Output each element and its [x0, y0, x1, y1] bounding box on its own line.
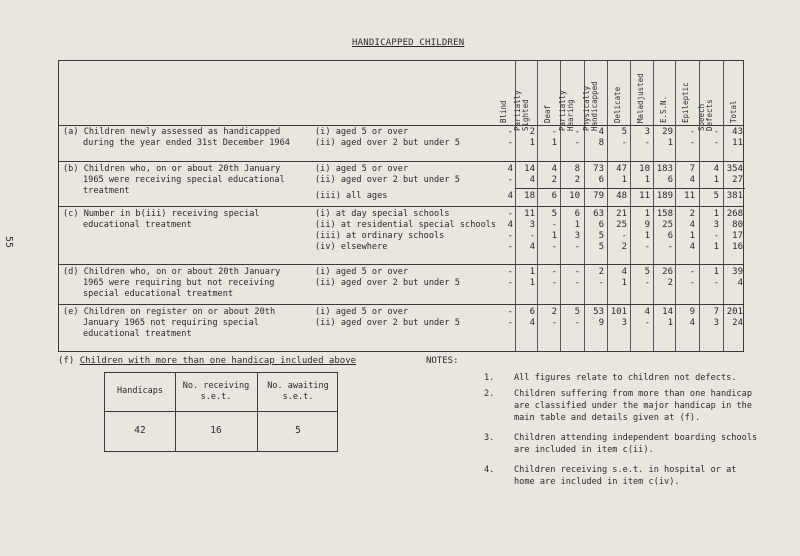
column-header: Delicate	[613, 86, 622, 123]
table-cell: 2	[621, 242, 627, 252]
divider	[105, 411, 337, 412]
table-cell: 9	[598, 318, 604, 328]
row-sub-label: (iii) all ages	[315, 191, 388, 201]
table-cell: -	[713, 231, 719, 241]
table-cell: -	[689, 267, 695, 277]
table-cell: -	[621, 231, 627, 241]
section-label	[63, 127, 290, 149]
multi-handicap-table	[104, 372, 338, 452]
table-cell: -	[507, 278, 513, 288]
table-cell: -	[667, 242, 673, 252]
table-cell: 2	[574, 175, 580, 185]
subtotal-divider	[515, 188, 745, 189]
column-header: Epileptic	[681, 82, 690, 123]
table-cell: 4	[598, 127, 604, 137]
row-sub-label: (i) aged 5 or over	[315, 307, 409, 317]
table-cell: 6	[551, 191, 557, 201]
table-cell: 5	[574, 307, 580, 317]
table-cell: 1	[529, 138, 535, 148]
page-number: 55	[3, 236, 14, 249]
table-cell: 39	[732, 267, 743, 277]
table-cell: 101	[610, 307, 627, 317]
table-cell: -	[621, 138, 627, 148]
table-cell: -	[644, 242, 650, 252]
table-cell: -	[551, 242, 557, 252]
table-cell: 27	[732, 175, 743, 185]
row-sub-label: (iii) at ordinary schools	[315, 231, 445, 241]
note-text	[514, 432, 757, 456]
table-cell: -	[689, 127, 695, 137]
section-divider	[59, 304, 743, 305]
table-cell: 3	[621, 318, 627, 328]
header-no-awaiting-line2: s.e.t.	[282, 392, 314, 402]
table-cell: -	[551, 127, 557, 137]
column-header: Partially Hearing	[558, 90, 575, 131]
table-cell: -	[507, 231, 513, 241]
table-cell: 2	[551, 175, 557, 185]
table-cell: 9	[644, 220, 650, 230]
table-cell: 6	[574, 209, 580, 219]
row-sub-label: (i) aged 5 or over	[315, 267, 409, 277]
note-line: Children receiving s.e.t. in hospital or at	[514, 465, 737, 475]
table-cell: -	[689, 138, 695, 148]
table-cell: 6	[598, 175, 604, 185]
section-label-line: treatment	[83, 186, 130, 196]
section-label-line: 1965 were requiring but not receiving	[83, 278, 275, 288]
table-cell: 268	[726, 209, 743, 219]
row-sub-label: (iv) elsewhere	[315, 242, 388, 252]
value-no-receiving: 16	[210, 425, 222, 436]
table-cell: 4	[621, 267, 627, 277]
table-cell: 1	[713, 242, 719, 252]
column-header: Maladjusted	[636, 73, 645, 123]
table-cell: -	[551, 318, 557, 328]
table-cell: 5	[551, 209, 557, 219]
header-no-receiving	[175, 381, 257, 403]
note-text	[514, 464, 736, 488]
table-cell: 4	[529, 175, 535, 185]
table-cell: 4	[689, 220, 695, 230]
table-cell: 1	[621, 175, 627, 185]
section-label	[63, 209, 260, 231]
table-cell: -	[507, 127, 513, 137]
table-cell: 3	[529, 220, 535, 230]
table-cell: -	[598, 278, 604, 288]
page-title: HANDICAPPED CHILDREN	[352, 38, 465, 48]
table-cell: 1	[667, 138, 673, 148]
table-cell: 1	[644, 209, 650, 219]
table-cell: 3	[644, 127, 650, 137]
header-no-receiving-line2: s.e.t.	[200, 392, 232, 402]
table-cell: 4	[507, 191, 513, 201]
table-cell: 1	[713, 267, 719, 277]
table-cell: 6	[529, 307, 535, 317]
table-cell: -	[507, 242, 513, 252]
section-label-line: (b) Children who, on or about 20th January	[63, 164, 281, 174]
table-cell: 1	[574, 220, 580, 230]
note-line: Children attending independent boarding schools	[514, 433, 758, 443]
column-header: Speech Defects	[697, 99, 714, 131]
note-number: 4.	[484, 465, 495, 475]
table-cell: 4	[689, 242, 695, 252]
section-label-line: (d) Children who, on or about 20th January	[63, 267, 281, 277]
note-line: are included in item c(ii).	[514, 445, 654, 455]
table-cell: -	[551, 278, 557, 288]
table-cell: 47	[616, 164, 627, 174]
section-label-line: educational treatment	[83, 329, 192, 339]
table-cell: 4	[529, 318, 535, 328]
table-cell: 189	[656, 191, 673, 201]
table-cell: 11	[684, 191, 695, 201]
table-cell: 18	[524, 191, 535, 201]
table-cell: 14	[662, 307, 673, 317]
section-label-line: January 1965 not requiring special	[83, 318, 259, 328]
table-cell: 8	[598, 138, 604, 148]
table-cell: 2	[598, 267, 604, 277]
table-cell: -	[551, 267, 557, 277]
table-cell: 1	[644, 175, 650, 185]
header-divider	[59, 125, 743, 126]
table-cell: 6	[667, 231, 673, 241]
section-label-line: special educational treatment	[83, 289, 234, 299]
note-text	[514, 388, 752, 424]
table-cell: 1	[667, 318, 673, 328]
section-label	[63, 307, 275, 340]
section-label-line: during the year ended 31st December 1964	[83, 138, 290, 148]
table-cell: 43	[732, 127, 743, 137]
table-cell: -	[574, 267, 580, 277]
table-cell: 11	[639, 191, 650, 201]
table-cell: 6	[598, 220, 604, 230]
table-cell: 1	[713, 209, 719, 219]
table-cell: 10	[639, 164, 650, 174]
table-cell: 158	[656, 209, 673, 219]
table-cell: -	[713, 127, 719, 137]
row-sub-label: (ii) aged over 2 but under 5	[315, 175, 460, 185]
handicapped-children-table	[58, 60, 744, 352]
table-cell: 53	[593, 307, 604, 317]
table-cell: -	[507, 138, 513, 148]
multi-handicap-prefix: (f)	[58, 356, 75, 366]
multi-handicap-title-text: Children with more than one handicap included above	[79, 356, 357, 366]
table-cell: -	[574, 318, 580, 328]
table-cell: 10	[569, 191, 580, 201]
table-cell: 5	[621, 127, 627, 137]
column-header: Deaf	[543, 104, 552, 123]
table-cell: 1	[713, 175, 719, 185]
table-cell: 79	[593, 191, 604, 201]
table-cell: 1	[551, 138, 557, 148]
table-cell: 5	[598, 231, 604, 241]
table-cell: 4	[507, 220, 513, 230]
table-cell: 21	[616, 209, 627, 219]
table-cell: 3	[574, 231, 580, 241]
table-cell: 1	[551, 231, 557, 241]
note-line: are classified under the major handicap in the	[514, 401, 752, 411]
table-cell: -	[644, 278, 650, 288]
table-cell: 354	[726, 164, 743, 174]
column-header: Total	[729, 100, 738, 123]
table-cell: 183	[656, 164, 673, 174]
table-cell: 1	[689, 231, 695, 241]
table-cell: 6	[667, 175, 673, 185]
table-cell: 2	[529, 127, 535, 137]
row-sub-label: (ii) aged over 2 but under 5	[315, 138, 460, 148]
table-cell: 7	[689, 164, 695, 174]
table-cell: 1	[621, 278, 627, 288]
value-no-awaiting: 5	[295, 425, 301, 436]
notes-heading: NOTES:	[426, 356, 459, 366]
row-sub-label: (i) at day special schools	[315, 209, 450, 219]
table-cell: 201	[726, 307, 743, 317]
header-no-awaiting-line1: No. awaiting	[267, 381, 329, 391]
table-cell: 73	[593, 164, 604, 174]
note-line: main table and details given at (f).	[514, 413, 701, 423]
table-cell: -	[507, 307, 513, 317]
table-cell: -	[713, 138, 719, 148]
section-label	[63, 267, 280, 300]
header-no-receiving-line1: No. receiving	[182, 381, 250, 391]
note-number: 2.	[484, 389, 495, 399]
section-label	[63, 164, 285, 197]
table-cell: -	[689, 278, 695, 288]
table-cell: 11	[732, 138, 743, 148]
table-cell: 7	[713, 307, 719, 317]
row-sub-label: (i) aged 5 or over	[315, 164, 409, 174]
value-handicaps: 42	[134, 425, 146, 436]
column-header: Blind	[499, 100, 508, 123]
table-cell: 2	[551, 307, 557, 317]
table-cell: 29	[662, 127, 673, 137]
section-divider	[59, 264, 743, 265]
note-line: Children suffering from more than one handicap	[514, 389, 752, 399]
column-header: Physically Handicapped	[582, 81, 599, 131]
note-line: home are included in item c(iv).	[514, 477, 680, 487]
table-cell: 1	[529, 267, 535, 277]
note-number: 3.	[484, 433, 495, 443]
note-line: All figures relate to children not defects.	[514, 373, 737, 383]
table-cell: -	[507, 175, 513, 185]
header-no-awaiting	[257, 381, 339, 403]
table-cell: 9	[689, 307, 695, 317]
table-cell: 17	[732, 231, 743, 241]
table-cell: 4	[689, 175, 695, 185]
table-cell: 16	[732, 242, 743, 252]
table-cell: 48	[616, 191, 627, 201]
table-cell: 3	[713, 318, 719, 328]
table-cell: 63	[593, 209, 604, 219]
table-cell: -	[529, 231, 535, 241]
table-cell: 11	[524, 209, 535, 219]
section-label-line: (a) Children newly assessed as handicapped	[63, 127, 281, 137]
note-text	[514, 372, 736, 384]
table-cell: -	[574, 127, 580, 137]
table-cell: 4	[551, 164, 557, 174]
table-cell: -	[644, 318, 650, 328]
table-cell: 3	[713, 220, 719, 230]
table-cell: -	[507, 318, 513, 328]
row-sub-label: (ii) aged over 2 but under 5	[315, 278, 460, 288]
table-cell: -	[574, 138, 580, 148]
table-cell: -	[574, 242, 580, 252]
table-cell: 25	[662, 220, 673, 230]
table-cell: 1	[529, 278, 535, 288]
section-label-line: 1965 were receiving special educational	[83, 175, 285, 185]
row-sub-label: (ii) aged over 2 but under 5	[315, 318, 460, 328]
table-cell: 5	[598, 242, 604, 252]
section-divider	[59, 161, 743, 162]
table-cell: -	[507, 209, 513, 219]
table-cell: 4	[737, 278, 743, 288]
table-cell: 26	[662, 267, 673, 277]
column-header: E.S.N.	[659, 95, 668, 123]
table-cell: 5	[713, 191, 719, 201]
table-cell: 24	[732, 318, 743, 328]
column-header: Partially Sighted	[513, 90, 530, 131]
table-cell: 4	[713, 164, 719, 174]
section-label-line: educational treatment	[83, 220, 192, 230]
table-cell: -	[507, 267, 513, 277]
section-divider	[59, 206, 743, 207]
table-cell: 80	[732, 220, 743, 230]
table-cell: 4	[689, 318, 695, 328]
table-cell: 5	[644, 267, 650, 277]
table-cell: 381	[726, 191, 743, 201]
table-cell: -	[574, 278, 580, 288]
table-cell: 4	[507, 164, 513, 174]
section-label-line: (e) Children on register on or about 20th	[63, 307, 276, 317]
table-cell: 4	[529, 242, 535, 252]
row-sub-label: (i) aged 5 or over	[315, 127, 409, 137]
section-label-line: (c) Number in b(iii) receiving special	[63, 209, 260, 219]
table-cell: 8	[574, 164, 580, 174]
table-cell: -	[644, 138, 650, 148]
table-cell: 1	[644, 231, 650, 241]
header-handicaps: Handicaps	[116, 386, 164, 396]
table-cell: 2	[667, 278, 673, 288]
row-sub-label: (ii) at residential special schools	[315, 220, 497, 230]
table-cell: 25	[616, 220, 627, 230]
table-cell: -	[713, 278, 719, 288]
table-cell: 14	[524, 164, 535, 174]
note-number: 1.	[484, 373, 495, 383]
table-cell: -	[551, 220, 557, 230]
table-cell: 4	[644, 307, 650, 317]
multi-handicap-title	[58, 356, 356, 366]
table-cell: 2	[689, 209, 695, 219]
